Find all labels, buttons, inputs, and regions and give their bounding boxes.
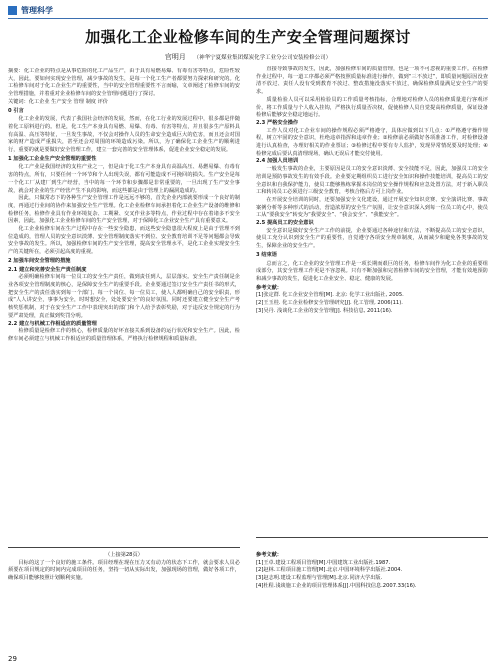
heading-intro: 0 引言 <box>8 107 24 114</box>
paragraph: 安全意识是做好安全生产工作的前提，企业要通过各种途径和方法，不断提高员工的安全意识，使员工充分认识到安全生产的重要性，自觉遵守各项安全规章制度，从而减少和避免各类事故的发生，保障企业的安全生产。 <box>256 227 488 250</box>
author-line <box>0 52 496 62</box>
right-column <box>256 66 488 526</box>
bottom-references <box>256 552 488 591</box>
reference-item: [2]赵林.工程项目施工管理[M].北京.中国环境科学出版社.2004. <box>256 567 403 574</box>
continued-marker: （上接第28页） <box>105 552 143 558</box>
section-tag <box>8 5 53 16</box>
reference-item: [1]张定群. 化工企业安全管理[M]. 北京: 化学工业出版社, 2005. <box>256 292 404 299</box>
article-title: 加强化工企业检修车间的生产安全管理问题探讨 <box>85 28 411 46</box>
header-rule <box>8 18 488 19</box>
page-number: 29 <box>8 655 17 663</box>
paragraph: 检修质量是检修工作的核心，检修质量的好坏直接关系到设备的运行状况和安全生产。因此，检修车间必须建立与机械工作相适应的质量管理体系，严格执行检修规程和质量标准。 <box>8 328 240 342</box>
reference-item: [3]赵志明.建设工程监理与管理[M].北京.同济大学出版. <box>256 575 383 582</box>
reference-item: [3]吴丹. 浅谈化工企业的安全管理[J]. 科技信息, 2011(16). <box>256 307 393 314</box>
reference-item: [1]王卓.建设工程项目管理[M].中国建筑工业出版社.1987. <box>256 559 391 566</box>
reference-item: [4]杜程.浅谈施工企业的项目管理体系[J].中国科技信息.2007.33(16). <box>256 582 417 589</box>
subheading-2-4: 2.4 加强人员培训 <box>256 158 299 165</box>
paragraph: 因此，只做常态下的各种生产安全管理工作是远远不够的，首先企业内部就要形成一个良好的制度，再通过行业间的协作来加强安全生产管理。化工企业检修车间承担着化工企业生产设备的维修和检修任务，检修作业具有作业环境复杂、工期紧、交叉作业多等特点，作业过程中存在着诸多不安全因素，因此，加强化工企业检修车间的生产安全管理，对于保障化工企业安全生产具有重要意义。 <box>8 195 240 225</box>
subheading-2-1: 2.1 建立和完善安全生产责任制度 <box>8 266 87 273</box>
subheading-2-5: 2.5 提高员工的安全意识 <box>256 220 314 227</box>
keywords: 关键词：化工企业 生产安全 管理 制度 评价 <box>8 98 108 105</box>
divider <box>8 547 240 548</box>
paragraph: 质量检验人员可以采用检验员的工作质量考核指标，合理地对检修人员的检修质量进行客观评价，将工作质量与个人收入挂钩，严格执行质量否决权，促使检修人员自觉提高检修质量，保证设备检修后能够安全稳定地运行。 <box>256 96 488 119</box>
references-heading: 参考文献： <box>256 552 282 558</box>
references-heading: 参考文献： <box>256 284 282 291</box>
author-affiliation: （神华宁夏煤业集团煤炭化学工业分公司安装检修公司） <box>193 55 332 61</box>
divider <box>256 537 488 538</box>
paragraph: 必须明确检修车间每一位员工的安全生产责任，做到责任到人，层层落实。安全生产责任制是企业各项安全管理制度的核心，是保障安全生产的重要手段。企业要通过签订安全生产责任书的形式，把安全生产的责任落实到每一个部门、每一个岗位、每一位员工，使人人都明确自己的安全职责，形成“人人讲安全，事事为安全，时时想安全，处处要安全”的良好氛围。同时还要建立健全安全生产考核奖惩机制，对于在安全生产工作中表现突出的部门和个人给予表彰奖励，对于违反安全规定的行为要严肃处理，真正做到奖罚分明。 <box>8 274 240 319</box>
left-column <box>8 68 240 548</box>
intro-paragraph: 化工企业的发展，代表了我国社会经济的发展，然而，在化工行业的发展过程中，很多都是伴随着化工原料进行的。但是，化工生产本身具有易燃、易爆、有毒、有害等特点，并且很多生产原料具有高温、高压等特征，一旦发生事故，不仅会对操作人员的生命安全造成巨大的危害，而且还会对国家的财产造成严重损失，甚至还会对周围的环境造成污染。所以，为了确保化工企业生产的顺利进行，重要的就是要做好安全管理工作，建立一套完善的安全管理体系，促进企业安全稳定的发展。 <box>8 116 240 154</box>
heading-section-2: 2 加强车间安全管理的措施 <box>8 257 71 264</box>
subheading-2-3: 2.3 严格安全操作 <box>256 119 299 126</box>
author-name: 官明月 <box>164 53 186 61</box>
paragraph: 化工产业是我国经济的支柱产业之一，但是由于化工生产本身具有高温高压、易燃易爆、有毒有害的特点，所有，只要任何一个环节和个人出现失误，都有可能造成不可挽回的损失。生产安全是每一个化工厂从建厂到生产经营，当中的每一个环节和步骤都是非常重要的，一旦出现了生产安全事故，就会对企业的生产经营产生不良的影响，而这些都是由于管理上的漏洞造成的。 <box>8 164 240 194</box>
heading-section-1: 1 加强化工企业生产安全管理的重要性 <box>8 155 97 162</box>
section-label: 管理科学 <box>21 6 53 15</box>
heading-section-3: 3 结束语 <box>256 251 277 258</box>
paragraph: 总而言之，化工企业的安全管理工作是一项长期而艰巨的任务，检修车间作为化工企业的重要组成部分，其安全管理工作更是不容忽视。只有不断加强和完善检修车间的安全管理，才能有效地预防和减少事故的发生，促进化工企业安全、稳定、健康的发展。 <box>256 260 488 282</box>
reference-item: [2]王玉桂. 化工企业检修安全管理研究[J]. 化工管理, 2006(11). <box>256 300 403 307</box>
paragraph: 化工企业检修车间在生产过程中存在一些安全隐患，而这些安全隐患很大程度上是由于管理不到位造成的，管理人员的安全意识淡薄、安全管理制度落实不到位、安全教育培训不足等问题都会导致安全事故的发生。所以，加强检修车间的生产安全管理，提高安全管理水平，是化工企业实现安全生产的关键所在，必须引起高度的重视。 <box>8 226 240 256</box>
subheading-2-2: 2.2 建立与机械工作相适应的质量管理 <box>8 320 97 327</box>
abstract: 摘要：化工企业的特点是从事危险的化工产品生产，由于具有易燃易爆、有毒有害等特点，危险性较大，因此，要如何实现安全管理，减少事故的发生，是每一个化工生产者都要努力探索和研究的。化工检修车间对于化工企业生产的重要性，当中的安全管理重要性不言而喻，文章阐述了检修车间的安全管理措施，并着重对企业检修车间的安全管理问题进行了探讨。 <box>8 68 240 98</box>
paragraph: 在开展安全培训的同时，还要加强安全文化建设，通过开展安全知识竞赛、安全演讲比赛、事故案例分析等多种形式的活动，营造浓厚的安全生产氛围，让安全意识深入到每一位员工的心中，使员工从“要我安全”转变为“我要安全”、“我会安全”、“我能安全”。 <box>256 196 488 219</box>
continued-paragraph: 目标的这了一个良好的施工条件。项目经理在现在压力又有动力的状态下工作，就会要求人员必须要在项目规定的时间内完成项目的任务，坚持一切从实际出发，加强现场的管理，做好各项工作，确保项目能够按照计划顺利实施。 <box>8 559 240 582</box>
section-marker <box>8 6 17 15</box>
paragraph: 直接导致事故的发生，因此，加强检修车间的质量管理，也是一项不可忽视的重要工作。在检修作业过程中，每一道工序都必须严格按照质量标准进行操作，做到“三不放过”，即质量问题原因没查清不放过、责任人没有受到教育不放过、整改措施没落实不放过，确保检修质量满足安全生产的要求。 <box>256 66 488 96</box>
paragraph: 工作人员对化工企业车间的操作规程必须严格遵守，具体应做到以下几点：①严格遵守操作规程，树立牢固的安全意识，杜绝违章指挥和违章作业；②检修前必须做好各项准备工作，对检修设备进行认真检查，办理好相关的作业票证；③检修过程中要有专人监护，发现异常情况要及时处理；④检修完成后要认真清理现场，确认无误后才能交付使用。 <box>256 127 488 157</box>
continued-block <box>8 552 240 583</box>
paragraph: 一般发生事故的企业，主要原因是员工的安全意识淡薄、安全技能不足，因此，加强员工的安全培训是预防事故发生的有效手段。企业要定期组织员工进行安全知识和操作技能培训，提高员工的安全意识和自我保护能力，使员工能够熟练掌握本岗位的安全操作规程和应急处置方法，对于新入职员工和转岗员工必须进行三级安全教育，考核合格后方可上岗作业。 <box>256 166 488 196</box>
